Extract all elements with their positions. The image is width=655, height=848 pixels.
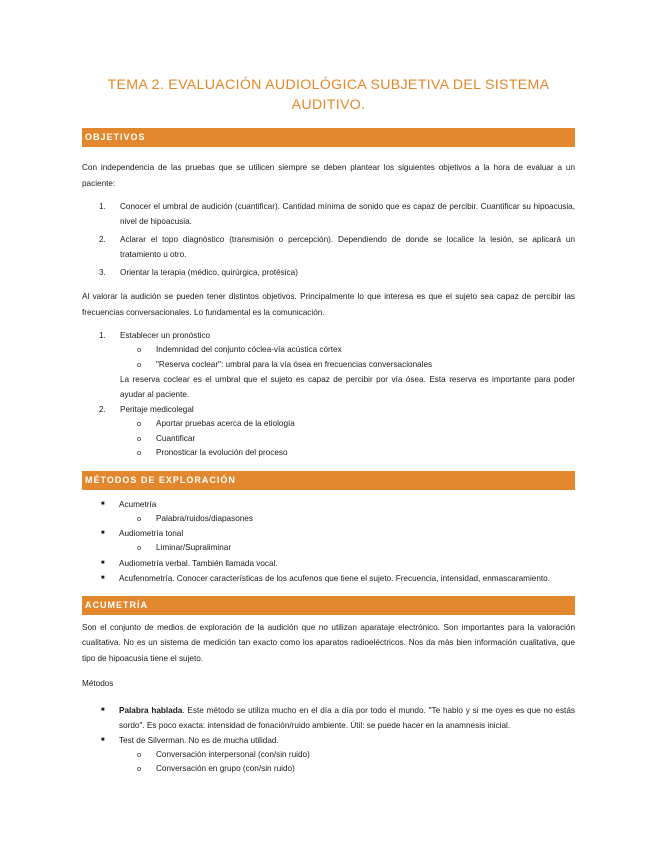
bullet-item: ■ Acufenometría. Conocer características de los acufenos que tiene el sujeto. Frecuencia, intensidad, enmascaramiento. [82,571,575,586]
circle-bullet-icon: o [137,749,142,759]
circle-bullet-icon: o [137,513,142,523]
sub-list-item: o Palabra/ruidos/diapasones [82,512,575,527]
metodos-label: Métodos [82,679,114,688]
sub-list-item: o Indemnidad del conjunto cóclea-vía acústica córtex [82,343,575,358]
section-header-objetivos: OBJETIVOS [82,128,575,147]
sub-list-item: o Cuantificar [82,432,575,447]
circle-bullet-icon: o [137,345,142,354]
square-bullet-icon: ■ [101,559,105,566]
list-item: 1. Establecer un pronóstico [99,331,211,340]
list-item: 3. Orientar la terapia (médico, quirúrgica, protésica) [99,268,298,277]
sub-list-item: o Pronosticar la evolución del proceso [82,446,575,461]
circle-bullet-icon: o [137,419,142,428]
section-header-acumetria: ACUMETRÍA [82,596,575,615]
bullet-item: ■ Test de Silverman. No es de mucha utilidad. [82,733,575,748]
sub-list-item: o Aportar pruebas acerca de la etiología [82,417,575,432]
bullet-item: ■ Audiometría verbal. También llamada vocal. [82,556,575,571]
circle-bullet-icon: o [137,543,142,552]
list-item: 1. Conocer el umbral de audición (cuantificar). Cantidad mínima de sonido que es capaz de percibir. Cuantificar su hipoacusia, nivel de hipoacusia. [99,202,575,226]
circle-bullet-icon: o [137,359,142,369]
circle-bullet-icon: o [137,433,142,443]
sub-list-item: o Conversación interpersonal (con/sin ruido) [82,748,575,763]
reserva-paragraph: La reserva coclear es el umbral que el sujeto es capaz de percibir por vía ósea. Esta reserva es importante para poder ayudar al paciente. [120,375,575,399]
list-item: 2. Peritaje medicolegal [99,405,194,414]
circle-bullet-icon: o [137,764,142,773]
sub-list-item: o Liminar/Supraliminar [82,541,575,556]
square-bullet-icon: ■ [101,574,105,581]
objetivos-intro: Con independencia de las pruebas que se utilicen siempre se deben plantear los siguientes objetivos a la hora de evaluar a un paciente: [82,163,575,188]
document-page [82,0,575,777]
section-header-metodos: MÉTODOS DE EXPLORACIÓN [82,471,575,490]
bullet-item: ■ Audiometría tonal [82,526,575,541]
square-bullet-icon: ■ [101,530,105,536]
square-bullet-icon: ■ [101,706,105,713]
document-title: TEMA 2. EVALUACIÓN AUDIOLÓGICA SUBJETIVA DEL SISTEMA AUDITIVO. [107,77,550,113]
acumetria-intro: Son el conjunto de medios de exploración de la audición que no utilizan aparataje electrónico. Son importantes para la valoración cualitativa. No es un sistema de medición tan exacto como los aparatos radioeléctricos. Nos da más bien información cualitativa, que tipo de hipoacusia tiene el sujeto. [82,622,575,663]
objetivos-paragraph: Al valorar la audición se pueden tener distintos objetivos. Principalmente lo que interesa es que el sujeto sea capaz de percibir las frecuencias conversacionales. Lo fundamental es la comunicación. [82,292,575,317]
list-item: 2. Aclarar el topo diagnóstico (transmisión o percepción). Dependiendo de donde se localice la lesión, se aplicará un tratamiento u otro. [99,235,575,259]
square-bullet-icon: ■ [101,500,105,507]
circle-bullet-icon: o [137,448,142,457]
sub-list-item: o Conversación en grupo (con/sin ruido) [82,762,575,777]
square-bullet-icon: ■ [101,736,105,743]
bullet-item: ■ Palabra hablada. Este método se utiliza mucho en el día a día por todo el mundo. "Te hablo y si me oyes es que no estás sordo". Es poco exacta: intensidad de fonación/ruido ambiente. Útil: se puede hacer en la anamnesis inicial. [82,703,575,733]
bullet-item: ■ Acumetría [82,497,575,512]
sub-list-item: o "Reserva coclear": umbral para la vía ósea en frecuencias conversacionales [82,358,575,373]
